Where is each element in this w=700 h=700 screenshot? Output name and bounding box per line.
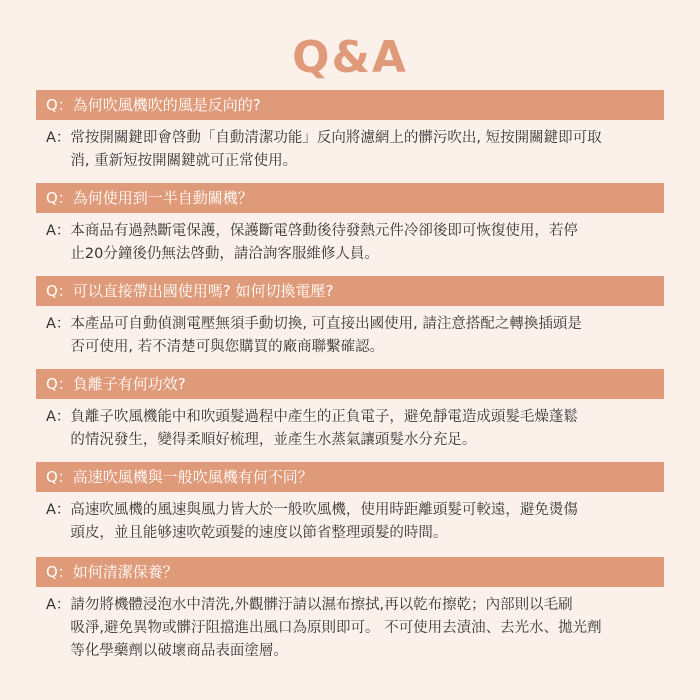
faq-item (36, 369, 664, 452)
question-bar: Q：負離子有何功效? (36, 369, 664, 399)
answer-block (36, 220, 664, 266)
answer-prefix: A： (46, 597, 71, 613)
answer-line: 止20分鐘後仍無法啓動，請洽詢客服維修人員。 (70, 246, 379, 262)
answer-block (36, 594, 664, 663)
answer-prefix: A： (46, 316, 71, 332)
answer-line: 本商品有過熱斷電保護，保護斷電啓動後待發熱元件冷卻後即可恢復使用，若停 (70, 223, 578, 239)
question-bar: Q：高速吹風機與一般吹風機有何不同？ (36, 462, 664, 492)
faq-item (36, 462, 664, 545)
answer-block (36, 499, 664, 545)
page-title: Q&A (292, 32, 408, 83)
answer-line: 常按開關鍵即會啓動「自動清潔功能」反向將濾網上的髒污吹出, 短按開關鍵即可取 (70, 130, 602, 146)
question-bar: Q：如何清潔保養？ (36, 557, 664, 587)
answer-line: 否可使用, 若不清楚可與您購買的廠商聯繫確認。 (70, 339, 385, 355)
answer-line: 等化學藥劑以破壞商品表面塗層。 (70, 643, 288, 659)
faq-item (36, 557, 664, 663)
answer-prefix: A： (46, 130, 71, 146)
answer-prefix: A： (46, 502, 71, 518)
answer-block (36, 127, 664, 173)
answer-line: 吸淨,避免異物或髒汙阻擋進出風口為原則即可。 不可使用去漬油、去光水、拋光劑 (70, 620, 602, 636)
question-bar: Q：為何使用到一半自動關機？ (36, 183, 664, 213)
question-bar: Q：可以直接帶出國使用嗎? 如何切換電壓? (36, 276, 664, 306)
faq-item (36, 276, 664, 359)
faq-item (36, 183, 664, 266)
answer-line: 請勿將機體浸泡水中清洗,外觀髒汙請以濕布擦拭,再以乾布擦乾；內部則以毛刷 (70, 597, 573, 613)
answer-line: 頭皮，並且能够速吹乾頭髮的速度以節省整理頭髮的時間。 (70, 525, 448, 541)
answer-line: 負離子吹風機能中和吹頭髮過程中產生的正負電子，避免靜電造成頭髮毛燥蓬鬆 (70, 409, 578, 425)
answer-block (36, 313, 664, 359)
question-bar: Q：為何吹風機吹的風是反向的? (36, 90, 664, 120)
answer-block (36, 406, 664, 452)
answer-line: 消, 重新短按開關鍵就可正常使用。 (70, 153, 298, 169)
answer-prefix: A： (46, 223, 71, 239)
answer-line: 的情況發生，變得柔順好梳理，並產生水蒸氣讓頭髮水分充足。 (70, 432, 477, 448)
answer-line: 高速吹風機的風速與風力皆大於一般吹風機，使用時距離頭髮可較遠，避免燙傷 (70, 502, 578, 518)
faq-item (36, 90, 664, 173)
answer-line: 本產品可自動偵測電壓無須手動切換, 可直接出國使用, 請注意搭配之轉換插頭是 (70, 316, 582, 332)
answer-prefix: A： (46, 409, 71, 425)
